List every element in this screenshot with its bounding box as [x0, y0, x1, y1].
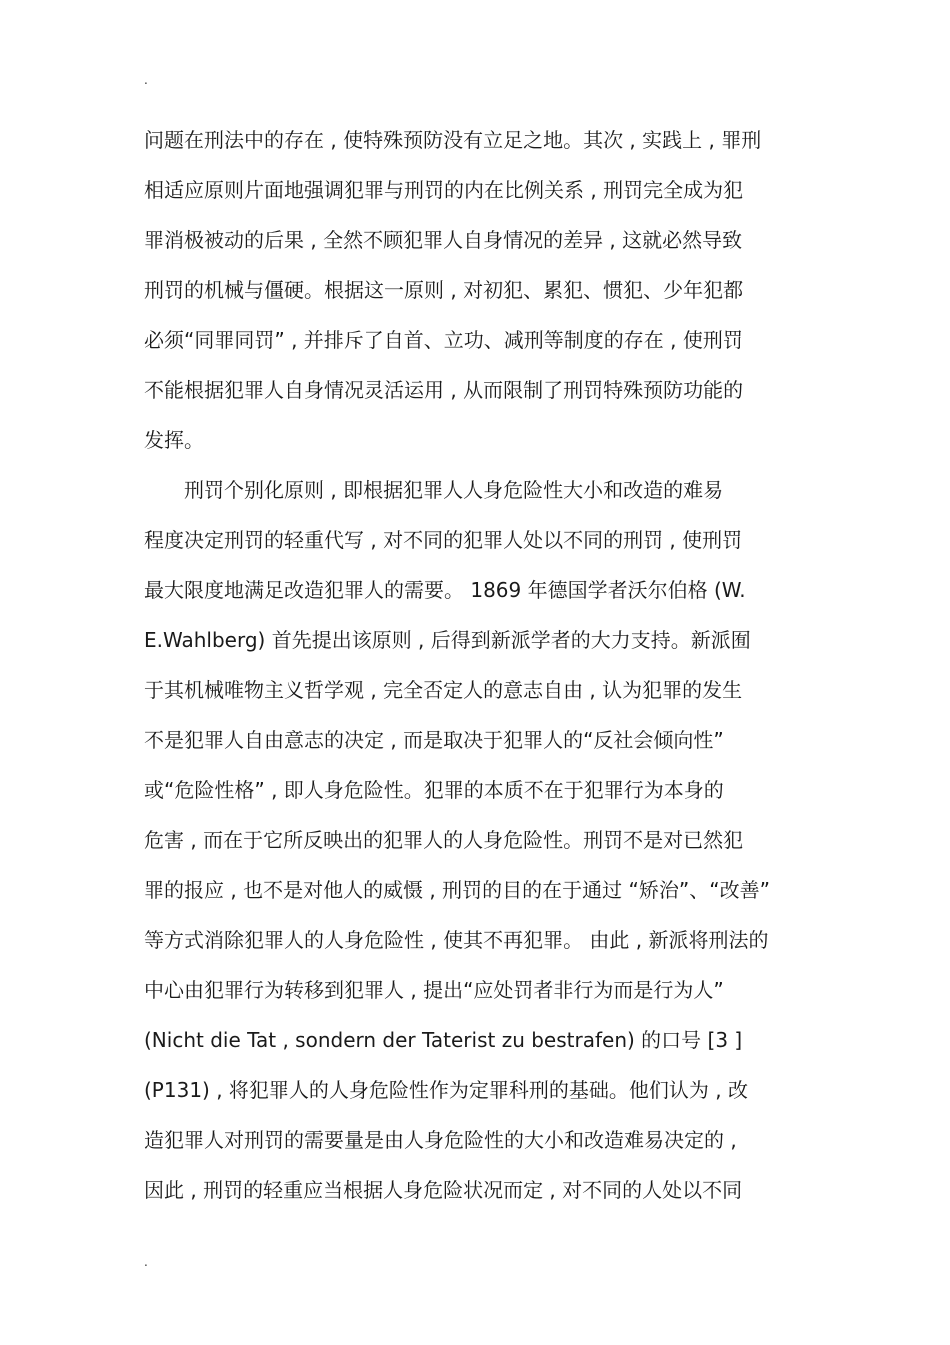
- document-body: [144, 122, 814, 1222]
- text-line: (P131) , 将犯罪人的人身危险性作为定罪科刑的基础。他们认为 , 改: [144, 1078, 748, 1102]
- text-line: 相适应原则片面地强调犯罪与刑罚的内在比例关系 , 刑罚完全成为犯: [144, 178, 744, 202]
- text-line: 造犯罪人对刑罚的需要量是由人身危险性的大小和改造难易决定的 ,: [144, 1128, 737, 1152]
- text-line: 罪消极被动的后果 , 全然不顾犯罪人自身情况的差异 , 这就必然导致: [144, 228, 743, 252]
- text-line: 程度决定刑罚的轻重代写 , 对不同的犯罪人处以不同的刑罚 , 使刑罚: [144, 528, 743, 552]
- text-line: 于其机械唯物主义哲学观 , 完全否定人的意志自由 , 认为犯罪的发生: [144, 678, 743, 702]
- text-line: 发挥。: [144, 428, 204, 452]
- text-line: E.Wahlberg) 首先提出该原则 , 后得到新派学者的大力支持。新派囿: [144, 628, 751, 652]
- text-line: 最大限度地满足改造犯罪人的需要。 1869 年德国学者沃尔伯格 (W.: [144, 578, 746, 602]
- text-line: 刑罚个别化原则 , 即根据犯罪人人身危险性大小和改造的难易: [144, 478, 724, 502]
- page-marker-bottom: .: [144, 1255, 148, 1269]
- text-line: 不能根据犯罪人自身情况灵活运用 , 从而限制了刑罚特殊预防功能的: [144, 378, 744, 402]
- text-line: 罪的报应 , 也不是对他人的威慑 , 刑罚的目的在于通过 “矫治”、“改善”: [144, 878, 770, 902]
- text-line: 刑罚的机械与僵硬。根据这一原则 , 对初犯、累犯、惯犯、少年犯都: [144, 278, 744, 302]
- text-line: 必须“同罪同罚” , 并排斥了自首、立功、减刑等制度的存在 , 使刑罚: [144, 328, 743, 352]
- text-line: 问题在刑法中的存在 , 使特殊预防没有立足之地。其次 , 实践上 , 罪刑: [144, 128, 762, 152]
- text-line: 等方式消除犯罪人的人身危险性 , 使其不再犯罪。 由此 , 新派将刑法的: [144, 928, 769, 952]
- page-marker-top: .: [144, 73, 148, 87]
- text-line: (Nicht die Tat , sondern der Taterist zu bestrafen) 的口号 [3 ]: [144, 1028, 743, 1052]
- text-line: 因此 , 刑罚的轻重应当根据人身危险状况而定 , 对不同的人处以不同: [144, 1178, 743, 1202]
- text-line: 或“危险性格” , 即人身危险性。犯罪的本质不在于犯罪行为本身的: [144, 778, 724, 802]
- text-line: 中心由犯罪行为转移到犯罪人 , 提出“应处罚者非行为而是行为人”: [144, 978, 724, 1002]
- text-line: 危害 , 而在于它所反映出的犯罪人的人身危险性。刑罚不是对已然犯: [144, 828, 744, 852]
- text-line: 不是犯罪人自由意志的决定 , 而是取决于犯罪人的“反社会倾向性”: [144, 728, 724, 752]
